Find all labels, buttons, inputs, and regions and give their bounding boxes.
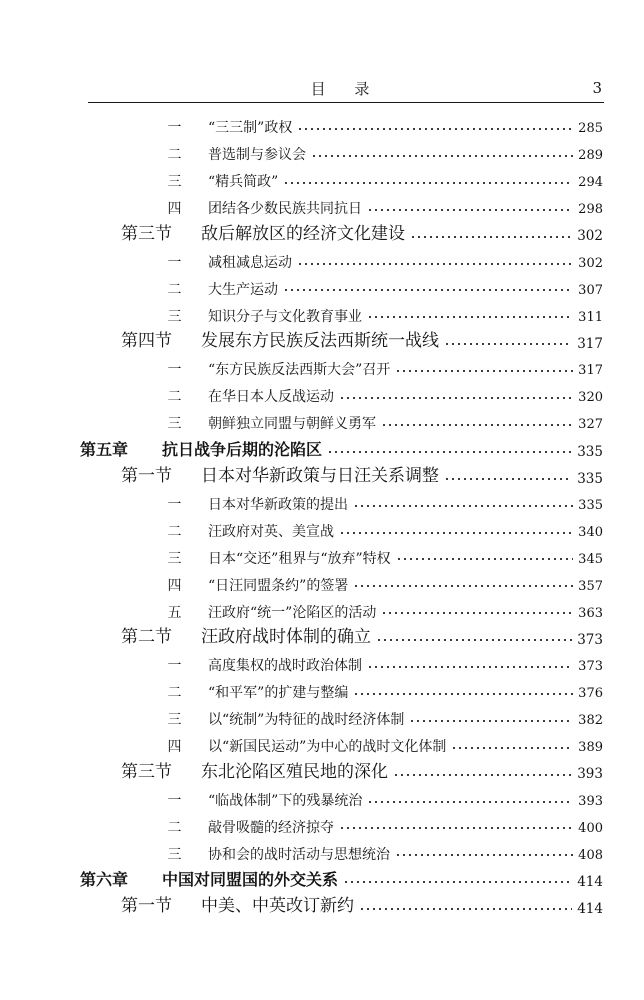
toc-entry-title: 敲骨吸髓的经济掠夺 (208, 819, 334, 836)
toc-subsection-entry (163, 352, 603, 378)
toc-entry-title: 普选制与参议会 (208, 147, 306, 164)
toc-entry-page-number: 373 (578, 659, 603, 675)
toc-entry-label: 二 (167, 389, 182, 406)
dot-leader (381, 423, 573, 427)
dot-leader (343, 880, 572, 884)
dot-leader (297, 127, 573, 131)
toc-entry-page-number: 327 (578, 417, 603, 433)
toc-entry-page-number: 414 (577, 900, 603, 917)
toc-section-entry (121, 890, 603, 916)
dot-leader (376, 638, 572, 642)
toc-section-entry (121, 460, 603, 486)
toc-subsection-entry (163, 487, 603, 513)
toc-entry-label: 二 (167, 147, 182, 164)
toc-entry-page-number: 335 (578, 497, 603, 513)
toc-entry-page-number: 400 (578, 820, 603, 836)
toc-entry-title: 在华日本人反战运动 (208, 389, 334, 406)
toc-subsection-entry (163, 648, 603, 674)
toc-entry-title: 协和会的战时活动与思想统治 (208, 846, 390, 863)
toc-subsection-entry (163, 514, 603, 540)
toc-entry-title: 汪政府“统一”沦陷区的活动 (208, 604, 377, 621)
toc-entry-page-number: 317 (578, 363, 603, 379)
toc-entry-label: 三 (167, 174, 182, 191)
toc-entry-label: 第二节 (121, 627, 172, 648)
dot-leader (339, 826, 573, 830)
toc-entry-page-number: 302 (578, 255, 603, 271)
dot-leader (444, 342, 572, 346)
toc-entry-title: 抗日战争后期的沦陷区 (162, 440, 323, 459)
toc-entry-label: 三 (167, 416, 182, 433)
dot-leader (396, 557, 574, 561)
dot-leader (283, 288, 573, 292)
toc-subsection-entry (163, 729, 603, 755)
toc-entry-page-number: 294 (578, 175, 603, 191)
toc-entry-title: 知识分子与文化教育事业 (208, 308, 362, 325)
toc-entry-page-number: 311 (578, 309, 603, 325)
toc-subsection-entry (163, 191, 603, 217)
toc-entry-label: 四 (167, 739, 182, 755)
dot-leader (395, 853, 573, 857)
toc-entry-page-number: 389 (578, 740, 603, 756)
toc-entry-page-number: 320 (578, 390, 603, 406)
toc-entry-label: 第五章 (80, 440, 129, 459)
toc-subsection-entry (163, 406, 603, 432)
toc-entry-label: 二 (167, 523, 182, 540)
page-number: 3 (592, 79, 602, 97)
toc-section-entry (121, 218, 603, 244)
dot-leader (353, 692, 573, 696)
page-header (88, 78, 604, 103)
toc-entry-page-number: 408 (578, 847, 603, 863)
toc-subsection-entry (163, 540, 603, 566)
toc-entry-title: 东北沦陷区殖民地的深化 (201, 761, 388, 782)
toc-entry-title: 敌后解放区的经济文化建设 (201, 223, 405, 244)
toc-subsection-entry (163, 783, 603, 809)
toc-entry-title: 中美、中英改订新约 (201, 896, 354, 917)
toc-entry-title: 日本对华新政策与日汪关系调整 (201, 465, 439, 486)
toc-subsection-entry (163, 245, 603, 271)
toc-entry-label: 第一节 (121, 465, 172, 486)
toc-entry-page-number: 363 (578, 605, 603, 621)
toc-entry-label: 一 (167, 496, 182, 513)
toc-entry-page-number: 357 (578, 578, 603, 594)
dot-leader (359, 907, 572, 911)
toc-entry-page-number: 382 (578, 713, 603, 729)
toc-entry-title: 以“统制”为特征的战时经济体制 (208, 712, 405, 729)
toc-entry-page-number: 393 (578, 793, 603, 809)
toc-entry-label: 第三节 (121, 761, 172, 782)
dot-leader (367, 315, 573, 319)
toc-entry-label: 三 (167, 846, 182, 863)
toc-entry-title: “三三制”政权 (208, 120, 293, 137)
toc-entry-page-number: 376 (578, 686, 603, 702)
toc-entry-title: 汪政府战时体制的确立 (201, 627, 371, 648)
toc-subsection-entry (163, 594, 603, 620)
dot-leader (444, 477, 572, 481)
dot-leader (409, 719, 573, 723)
toc-entry-label: 一 (167, 658, 182, 675)
toc-entry-title: “临战体制”下的残暴统治 (208, 792, 363, 809)
dot-leader (367, 208, 573, 212)
toc-chapter-entry (80, 433, 603, 459)
toc-entry-title: 减租减息运动 (208, 254, 292, 271)
toc-entry-title: “和平军”的扩建与整编 (208, 685, 349, 702)
toc-entry-label: 第三节 (121, 223, 172, 244)
toc-entry-label: 一 (167, 792, 182, 809)
toc-entry-label: 一 (167, 362, 182, 379)
toc-entry-label: 三 (167, 308, 182, 325)
dot-leader (451, 746, 573, 750)
toc-entry-title: 日本对华新政策的提出 (208, 496, 348, 513)
toc-entry-title: 以“新国民运动”为中心的战时文化体制 (208, 739, 447, 755)
toc-subsection-entry (163, 836, 603, 862)
toc-entry-title: 高度集权的战时政治体制 (208, 658, 362, 675)
toc-entry-label: 第六章 (80, 870, 129, 890)
toc-subsection-entry (163, 298, 603, 324)
toc-entry-title: 汪政府对英、美宣战 (208, 523, 334, 540)
toc-subsection-entry (163, 675, 603, 701)
toc-entry-page-number: 302 (577, 228, 603, 245)
toc-entry-label: 一 (167, 254, 182, 271)
toc-subsection-entry (163, 809, 603, 835)
dot-leader (297, 262, 573, 266)
toc-entry-title: 朝鲜独立同盟与朝鲜义勇军 (208, 416, 376, 433)
toc-section-entry (121, 756, 603, 782)
toc-entry-label: 二 (167, 685, 182, 702)
toc-entry-page-number: 414 (577, 874, 603, 891)
toc-entry-page-number: 345 (578, 551, 603, 567)
dot-leader (327, 450, 572, 454)
dot-leader (393, 773, 572, 777)
toc-entry-page-number: 340 (578, 524, 603, 540)
toc-entry-title: “精兵简政” (208, 174, 279, 191)
toc-entry-label: 第四节 (121, 331, 172, 352)
toc-subsection-entry (163, 567, 603, 593)
header-title: 目 录 (310, 80, 382, 98)
dot-leader (339, 396, 573, 400)
toc-entry-title: 团结各少数民族共同抗日 (208, 201, 362, 217)
toc-entry-label: 四 (167, 577, 182, 594)
toc-subsection-entry (163, 702, 603, 728)
toc-entry-title: “东方民族反法西斯大会”召开 (208, 362, 391, 379)
dot-leader (311, 154, 573, 158)
toc-entry-label: 二 (167, 281, 182, 298)
toc-entry-label: 三 (167, 550, 182, 567)
dot-leader (410, 235, 572, 239)
toc-entry-title: 大生产运动 (208, 281, 278, 298)
dot-leader (339, 531, 573, 535)
toc-subsection-entry (163, 110, 603, 136)
toc-entry-label: 一 (167, 120, 182, 137)
toc-subsection-entry (163, 137, 603, 163)
toc-entry-label: 第一节 (121, 896, 172, 917)
dot-leader (367, 800, 573, 804)
toc-entry-page-number: 335 (577, 443, 603, 460)
toc-entry-label: 三 (167, 712, 182, 729)
toc-entry-page-number: 298 (578, 202, 603, 218)
toc-chapter-entry (80, 863, 603, 889)
dot-leader (381, 611, 573, 615)
toc-section-entry (121, 621, 603, 647)
toc-section-entry (121, 325, 603, 351)
toc-subsection-entry (163, 164, 603, 190)
dot-leader (283, 181, 573, 185)
toc-entry-page-number: 289 (578, 148, 603, 164)
toc-entry-title: “日汪同盟条约”的签署 (208, 577, 349, 594)
dot-leader (353, 504, 573, 508)
toc-entry-title: 发展东方民族反法西斯统一战线 (201, 331, 439, 352)
toc-entry-page-number: 373 (577, 631, 603, 648)
toc-entry-label: 四 (167, 201, 182, 217)
toc-entry-page-number: 317 (577, 336, 603, 353)
toc-subsection-entry (163, 271, 603, 297)
toc-entry-label: 二 (167, 819, 182, 836)
toc-entry-title: 日本“交还”租界与“放弃”特权 (208, 550, 391, 567)
toc-entry-label: 五 (167, 604, 182, 621)
toc-entry-page-number: 285 (578, 121, 603, 137)
toc-entry-title: 中国对同盟国的外交关系 (162, 870, 339, 890)
dot-leader (367, 665, 573, 669)
toc-entry-page-number: 307 (578, 282, 603, 298)
toc-subsection-entry (163, 379, 603, 405)
toc-entry-page-number: 335 (577, 470, 603, 487)
dot-leader (353, 584, 573, 588)
dot-leader (395, 369, 573, 373)
toc-entry-page-number: 393 (577, 766, 603, 783)
